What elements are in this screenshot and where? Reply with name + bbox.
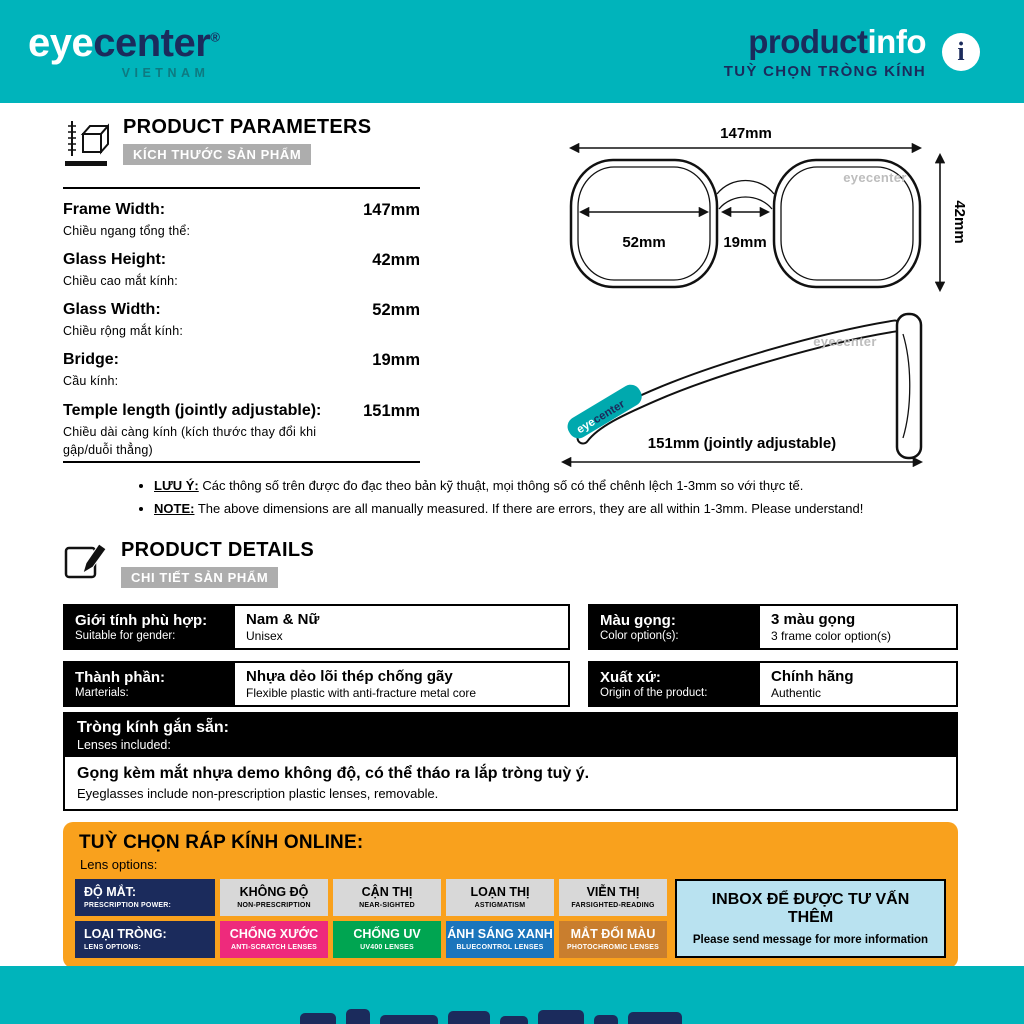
footer-partial-graphic xyxy=(448,1011,490,1024)
note-prefix: NOTE: xyxy=(154,501,195,517)
option-lens-types[interactable]: LOẠI TRÒNG: LENS OPTIONS: xyxy=(75,921,215,958)
option-photochromic[interactable]: MẮT ĐỔI MÀU PHOTOCHROMIC LENSES xyxy=(559,921,667,958)
parameter-value: 151mm xyxy=(363,401,420,420)
detail-label: Xuất xứ: Origin of the product: xyxy=(590,663,760,705)
brand-logo xyxy=(28,23,219,80)
parameter-value: 19mm xyxy=(372,351,420,370)
section-subtitle-badge: KÍCH THƯỚC SẢN PHẨM xyxy=(123,144,311,165)
lenses-included-block xyxy=(63,712,958,811)
option-astigmatism[interactable]: LOẠN THỊ ASTIGMATISM xyxy=(446,879,554,916)
parameter-value: 42mm xyxy=(372,251,420,270)
option-non-prescription[interactable]: KHÔNG ĐỘ NON-PRESCRIPTION xyxy=(220,879,328,916)
lens-options-grid xyxy=(75,879,667,958)
notes-list xyxy=(134,476,924,522)
lens-options-subheading: Lens options: xyxy=(80,857,158,872)
parameter-row xyxy=(63,301,420,340)
bridge-top xyxy=(717,181,774,195)
footer-partial-graphic xyxy=(346,1009,370,1024)
detail-value: 3 màu gọng 3 frame color option(s) xyxy=(771,611,892,643)
parameter-row xyxy=(63,351,420,390)
parameter-row xyxy=(63,201,420,240)
detail-label: Giới tính phù hợp: Suitable for gender: xyxy=(65,606,235,648)
parameter-value: 147mm xyxy=(363,201,420,219)
footer-partial-graphic xyxy=(594,1015,618,1024)
info-glyph: i xyxy=(957,36,965,66)
option-farsighted-reading[interactable]: VIỄN THỊ FARSIGHTED-READING xyxy=(559,879,667,916)
option-anti-scratch[interactable]: CHỐNG XƯỚC ANTI-SCRATCH LENSES xyxy=(220,921,328,958)
footer-partial-graphic xyxy=(500,1016,528,1024)
detail-value: Nam & Nữ Unisex xyxy=(246,611,320,643)
glasses-dimension-diagram xyxy=(545,108,975,480)
details-table xyxy=(63,604,958,707)
footer-bar xyxy=(0,966,1024,1024)
note-en xyxy=(154,499,924,519)
note-vi xyxy=(154,476,924,496)
lenses-included-value: Gọng kèm mắt nhựa demo không độ, có thể tháo ra lắp tròng tuỳ ý. Eyeglasses include non-prescription plastic lenses, removable. xyxy=(77,765,590,801)
parameters-section-heading xyxy=(63,116,371,168)
parameter-list xyxy=(63,201,420,470)
footer-partial-graphic xyxy=(628,1012,682,1024)
title-product: product xyxy=(748,22,868,60)
page-subtitle: TUỲ CHỌN TRÒNG KÍNH xyxy=(723,62,926,80)
parameter-label: Frame Width: xyxy=(63,201,166,218)
section-subtitle-badge: CHI TIẾT SẢN PHẨM xyxy=(121,567,278,588)
lens-options-panel xyxy=(63,822,958,968)
parameter-label: Bridge: xyxy=(63,351,119,369)
pencil-edit-icon xyxy=(63,539,107,585)
page-title-block xyxy=(723,22,926,80)
brand-eye: eye xyxy=(28,21,94,66)
side-rim xyxy=(897,314,921,458)
parameter-label-vi: Chiều dài càng kính (kích thước thay đổi khi gập/duỗi thẳng) xyxy=(63,424,317,457)
lens-options-row xyxy=(75,879,946,958)
section-title: PRODUCT DETAILS xyxy=(121,539,315,561)
title-info: info xyxy=(867,22,926,60)
parameter-label: Glass Width: xyxy=(63,301,161,319)
glass-width-label: 52mm xyxy=(622,234,666,251)
option-bluecontrol[interactable]: ÁNH SÁNG XANH BLUECONTROL LENSES xyxy=(446,921,554,958)
page-title xyxy=(724,22,926,60)
brand-wordmark xyxy=(28,21,220,66)
detail-label: Thành phần: Marterials: xyxy=(65,663,235,705)
inbox-subtitle: Please send message for more information xyxy=(692,934,929,946)
detail-label: Màu gọng: Color option(s): xyxy=(590,606,760,648)
parameter-label-vi: Chiều rộng mắt kính: xyxy=(63,324,184,339)
footer-partial-graphic xyxy=(380,1015,438,1024)
details-heading-text xyxy=(121,539,314,588)
lenses-included-header: Tròng kính gắn sẵn: Lenses included: xyxy=(65,714,956,757)
note-text: Các thông số trên được đo đạc theo bản kỹ thuật, mọi thông số có thể chênh lệch 1-3mm so với thực tế. xyxy=(198,478,804,493)
glass-height-label: 42mm xyxy=(951,200,968,244)
detail-row-color xyxy=(588,604,958,650)
temple-length-label: 151mm (jointly adjustable) xyxy=(647,435,837,452)
header-bar xyxy=(0,0,1024,103)
brand-center: center xyxy=(93,21,211,66)
divider xyxy=(63,187,420,189)
parameter-row xyxy=(63,251,420,290)
inbox-cta[interactable] xyxy=(675,879,946,958)
footer-partial-graphic xyxy=(300,1013,336,1024)
note-text: The above dimensions are all manually measured. If there are errors, they are all within 1-3mm. Please understand! xyxy=(194,501,864,517)
measure-box-icon xyxy=(63,116,109,168)
section-title: PRODUCT PARAMETERS xyxy=(123,116,372,138)
parameter-label-vi: Cầu kính: xyxy=(63,374,119,389)
detail-value: Chính hãng Authentic xyxy=(771,668,854,700)
detail-row-origin xyxy=(588,661,958,707)
parameter-label-vi: Chiều cao mắt kính: xyxy=(63,274,178,289)
side-watermark: eyecenter xyxy=(813,334,877,349)
parameter-label: Glass Height: xyxy=(63,251,167,269)
detail-value: Nhựa dẻo lõi thép chống gãy Flexible plastic with anti-fracture metal core xyxy=(246,668,477,700)
parameter-row xyxy=(63,402,420,459)
parameters-heading-text xyxy=(123,116,371,165)
left-lens xyxy=(571,160,717,287)
parameter-value: 52mm xyxy=(372,301,420,320)
tag-center: center xyxy=(591,398,628,427)
brand-country: VIETNAM xyxy=(121,66,210,81)
option-near-sighted[interactable]: CẬN THỊ NEAR-SIGHTED xyxy=(333,879,441,916)
divider xyxy=(63,461,420,463)
detail-row-gender xyxy=(63,604,570,650)
lens-options-heading: TUỲ CHỌN RÁP KÍNH ONLINE: xyxy=(79,832,364,853)
front-watermark: eyecenter xyxy=(843,170,907,185)
frame-width-label: 147mm xyxy=(720,125,772,142)
footer-partial-graphic xyxy=(538,1010,584,1024)
note-prefix: LƯU Ý: xyxy=(154,478,199,493)
bridge-label: 19mm xyxy=(723,234,767,251)
registered-mark: ® xyxy=(210,29,220,45)
inbox-title: INBOX ĐỂ ĐƯỢC TƯ VẤN THÊM xyxy=(711,891,910,926)
detail-row-materials xyxy=(63,661,570,707)
tag-eye: eye xyxy=(574,416,598,437)
option-prescription-power[interactable]: ĐỘ MẮT: PRESCRIPTION POWER: xyxy=(75,879,215,916)
info-icon[interactable] xyxy=(942,33,980,71)
details-section-heading xyxy=(63,539,314,588)
parameter-label: Temple length (jointly adjustable): xyxy=(63,401,322,419)
parameter-label-vi: Chiều ngang tổng thể: xyxy=(63,224,191,238)
option-uv400[interactable]: CHỐNG UV UV400 LENSES xyxy=(333,921,441,958)
bridge-bottom xyxy=(719,197,772,209)
